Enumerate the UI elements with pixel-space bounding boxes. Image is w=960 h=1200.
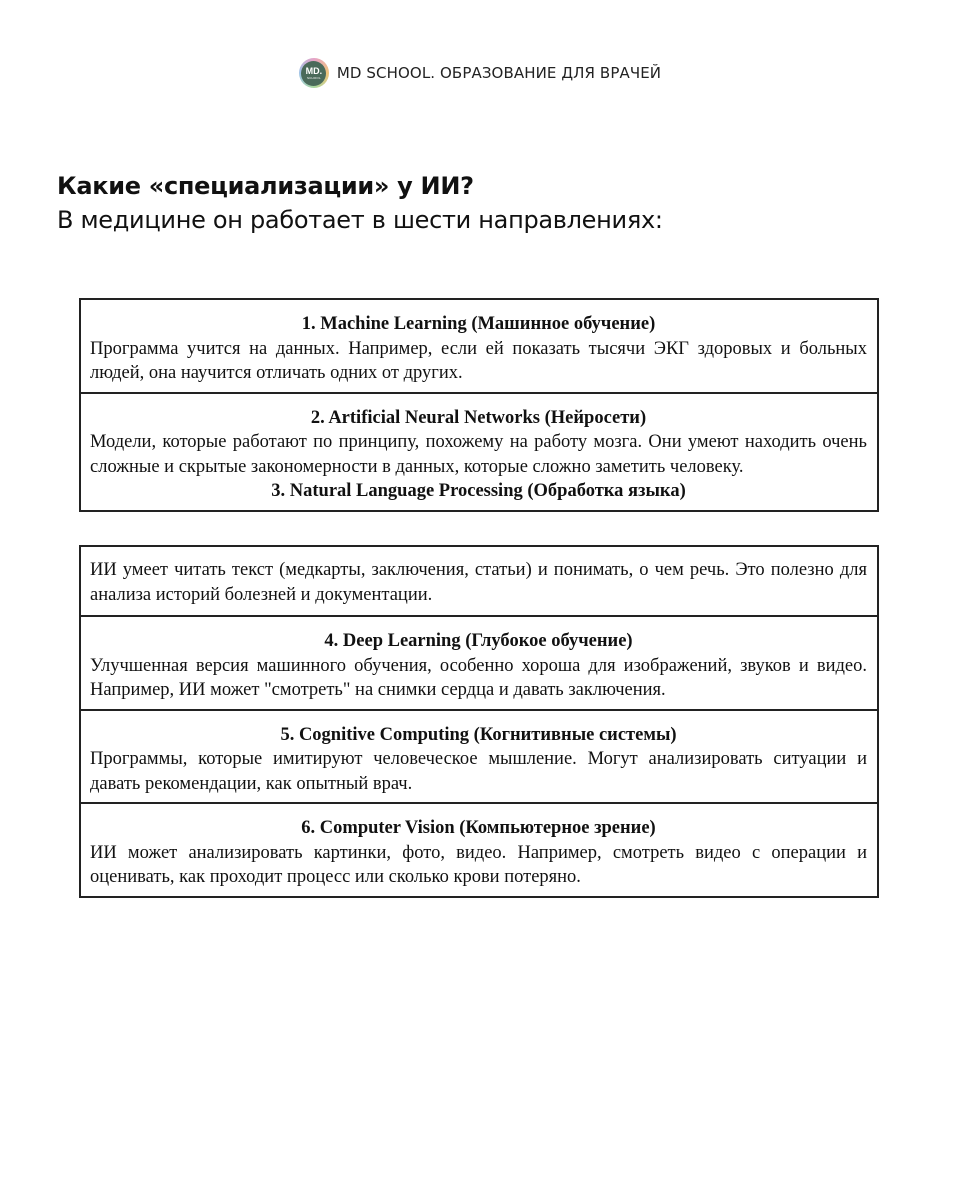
specializations-table-part-2 xyxy=(79,545,879,898)
section-neural-networks xyxy=(81,394,877,510)
page-title: Какие «специализации» у ИИ? xyxy=(57,172,474,200)
section-title-nlp: 3. Natural Language Processing (Обработка языка) xyxy=(271,481,686,501)
section-machine-learning xyxy=(81,300,877,394)
brand-name: MD SCHOOL. ОБРАЗОВАНИЕ ДЛЯ ВРАЧЕЙ xyxy=(336,64,662,82)
section-title: 1. Machine Learning (Машинное обучение) xyxy=(301,314,656,334)
section-text: Программа учится на данных. Например, если ей показать тысячи ЭКГ здоровых и больных людей, она научится отличать одних от других. xyxy=(90,338,867,383)
section-text: Модели, которые работают по принципу, похожему на работу мозга. Они умеют находить очень сложные и скрытые закономерности в данных, которые сложно заметить человеку. xyxy=(90,432,867,477)
section-deep-learning xyxy=(81,617,877,711)
section-title: 2. Artificial Neural Networks (Нейросети) xyxy=(310,407,647,428)
page-subtitle: В медицине он работает в шести направлениях: xyxy=(57,206,663,234)
section-title: 4. Deep Learning (Глубокое обучение) xyxy=(324,631,633,651)
section-text: Улучшенная версия машинного обучения, особенно хороша для изображений, звуков и видео. Например, ИИ может "смотреть" на снимки сердца и давать заключения. xyxy=(90,655,867,700)
logo-text: MD. xyxy=(305,65,323,76)
section-text: ИИ умеет читать текст (медкарты, заключения, статьи) и понимать, о чем речь. Это полезно для анализа историй болезней и документации. xyxy=(90,560,867,605)
section-text: ИИ может анализировать картинки, фото, видео. Например, смотреть видео с операции и оценивать, как проходит процесс или сколько крови потеряно. xyxy=(90,842,867,887)
specializations-table-part-1 xyxy=(79,298,879,512)
section-computer-vision xyxy=(81,804,877,896)
section-nlp xyxy=(81,547,877,617)
section-text: Программы, которые имитируют человеческое мышление. Могут анализировать ситуации и давать рекомендации, как опытный врач. xyxy=(90,749,867,794)
logo-badge xyxy=(301,61,326,86)
intro-block xyxy=(57,169,663,237)
md-school-logo-icon xyxy=(299,58,329,88)
section-cognitive-computing xyxy=(81,711,877,805)
section-title: 6. Computer Vision (Компьютерное зрение) xyxy=(301,818,656,838)
logo-subtext: SCHOOL xyxy=(306,75,321,80)
section-title: 5. Cognitive Computing (Когнитивные системы) xyxy=(280,724,677,745)
page-header xyxy=(0,58,960,88)
